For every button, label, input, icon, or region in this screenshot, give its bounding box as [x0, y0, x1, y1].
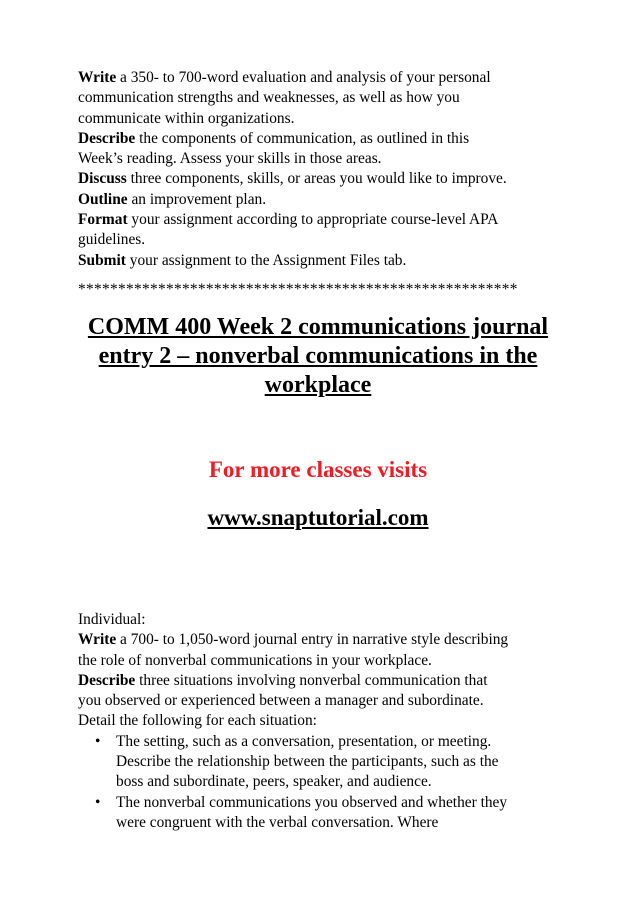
- instruction-line: Describe three situations involving nonverbal communication that: [78, 671, 488, 689]
- instruction-line: Format your assignment according to appropriate course-level APA: [78, 211, 499, 229]
- section-heading: Individual:: [78, 610, 146, 628]
- individual-assignment: [78, 610, 568, 833]
- list-item: • The nonverbal communications you observed and whether they were congruent with the verbal conversation. Where: [95, 793, 508, 831]
- instruction-line: Outline an improvement plan.: [78, 190, 267, 208]
- bullet-icon: •: [95, 793, 101, 811]
- list-item: • The setting, such as a conversation, presentation, or meeting. Describe the relationship between the participants, such as the boss and subordinate, peers, speaker, and audience.: [95, 732, 499, 791]
- instruction-line: Write a 350- to 700-word evaluation and analysis of your personal: [78, 69, 491, 86]
- bullet-list: [78, 732, 568, 833]
- instruction-line: communicate within organizations.: [78, 109, 295, 127]
- instruction-line: you observed or experienced between a manager and subordinate.: [78, 692, 484, 710]
- instruction-line: Submit your assignment to the Assignment Files tab.: [78, 251, 407, 269]
- instruction-line: Describe the components of communication, as outlined in this: [78, 129, 470, 147]
- instruction-line: the role of nonverbal communications in your workplace.: [78, 651, 432, 669]
- instruction-line: Detail the following for each situation:: [78, 712, 317, 730]
- promo-visit-text: For more classes visits: [208, 456, 428, 482]
- instruction-line: Discuss three components, skills, or areas you would like to improve.: [78, 170, 507, 188]
- instruction-line: communication strengths and weaknesses, as well as how you: [78, 89, 460, 107]
- instruction-line: Write a 700- to 1,050-word journal entry in narrative style describing: [78, 631, 509, 649]
- document-page: [78, 68, 568, 833]
- separator-stars: *******************************************************: [78, 280, 518, 298]
- bullet-icon: •: [95, 732, 101, 750]
- promo-url-link[interactable]: www.snaptutorial.com: [207, 504, 429, 530]
- page-title: COMM 400 Week 2 communications journal entry 2 – nonverbal communications in the workplace: [87, 313, 549, 398]
- instruction-line: guidelines.: [78, 231, 146, 249]
- instruction-line: Week’s reading. Assess your skills in those areas.: [78, 150, 382, 168]
- assignment-instructions: [78, 68, 568, 271]
